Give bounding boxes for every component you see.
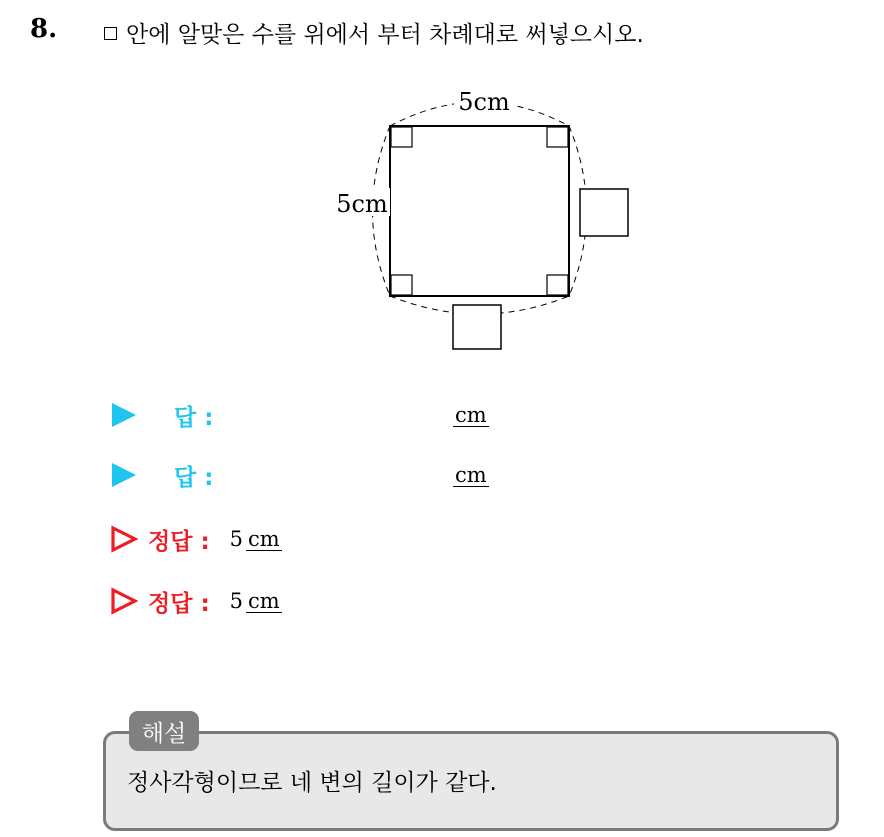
correct-value: 5 — [229, 527, 244, 551]
left-length-label: 5cm — [336, 190, 388, 218]
triangle-arrow-icon — [112, 463, 136, 487]
top-length-label: 5cm — [458, 88, 510, 116]
correct-answer-row — [110, 584, 282, 618]
answer-row — [112, 398, 213, 432]
answer-unit-blank[interactable]: cm — [455, 403, 487, 427]
outline-triangle-icon — [110, 587, 138, 615]
right-angle-mark — [391, 127, 412, 147]
correct-unit: cm — [248, 526, 280, 551]
correct-unit: cm — [248, 588, 280, 613]
explanation-tag: 해설 — [129, 711, 199, 751]
right-angle-mark — [547, 127, 568, 147]
answer-row — [112, 458, 213, 492]
triangle-arrow-icon — [112, 403, 136, 427]
answer-label: 답 : — [174, 464, 214, 491]
right-angle-mark — [391, 275, 412, 295]
answer-label: 답 : — [174, 404, 214, 431]
correct-value: 5 — [229, 589, 244, 613]
correct-answer-row — [110, 522, 282, 556]
square-shape — [390, 126, 569, 296]
right-angle-mark — [547, 275, 568, 295]
correct-label: 정답 : — [148, 528, 210, 555]
question-text: 안에 알맞은 수를 위에서 부터 차례대로 써넣으시오. — [126, 22, 644, 48]
answer-unit-blank[interactable]: cm — [455, 463, 487, 487]
question-number: 8. — [30, 14, 58, 44]
right-blank-box[interactable] — [580, 189, 628, 236]
bottom-blank-box[interactable] — [453, 305, 501, 349]
explanation-text: 정사각형이므로 네 변의 길이가 같다. — [127, 770, 497, 796]
correct-label: 정답 : — [148, 590, 210, 617]
outline-triangle-icon — [110, 525, 138, 553]
